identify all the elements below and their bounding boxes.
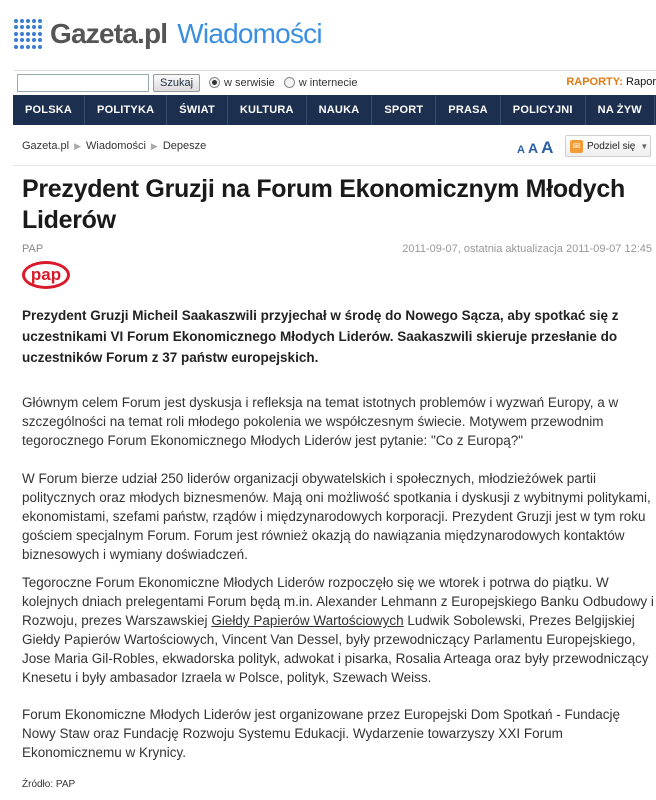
main-nav <box>13 95 656 125</box>
gpw-link[interactable]: Giełdy Papierów Wartościowych <box>211 613 404 628</box>
font-size-medium-button[interactable]: A <box>527 140 539 156</box>
font-size-large-button[interactable]: A <box>541 138 554 157</box>
share-label: Podziel się <box>587 140 636 152</box>
breadcrumb-separator-icon: ▶ <box>74 140 82 151</box>
breadcrumb-separator-icon: ▶ <box>150 140 158 151</box>
search-input[interactable] <box>17 74 149 92</box>
breadcrumb-wiadomosci[interactable]: Wiadomości <box>86 140 146 152</box>
article-source: PAP <box>22 243 44 255</box>
reports-label: RAPORTY: <box>566 76 623 88</box>
nav-item-polityka[interactable]: POLITYKA <box>85 95 167 125</box>
paragraph-3-text-b: Ludwik Sobolewski, Prezes Belgijskiej Giełdy Papierów Wartościowych, Vincent Van Dessel, były przewodniczący Parlamentu Europejskiego, Jose Maria Gil-Robles, ekwadorska polityk, adwokat i pisarka, Rosalia Arteaga oraz były przewodniczący Knesetu i były ambasador Izraela w Polsce, polityk, Szewach Weiss. <box>22 613 649 685</box>
font-size-controls <box>517 138 553 158</box>
section-name[interactable]: Wiadomości <box>177 18 322 49</box>
nav-item-policyjni[interactable]: POLICYJNI <box>501 95 586 125</box>
article-paragraph-4: Forum Ekonomiczne Młodych Liderów jest organizowane przez Europejski Dom Spotkań - Fundację Nowy Staw oraz Fundację Rozwoju Systemu Edukacji. Wydarzenie towarzyszy XXI Forum Ekonomicznemu w Krynicy. <box>22 707 621 760</box>
share-button[interactable] <box>565 135 651 157</box>
font-size-small-button[interactable]: A <box>517 144 525 156</box>
breadcrumb <box>22 140 206 152</box>
site-name[interactable]: Gazeta.pl <box>50 18 168 49</box>
nav-item-polska[interactable]: POLSKA <box>13 95 85 125</box>
radio-web-label: w internecie <box>298 76 358 89</box>
radio-web[interactable] <box>284 77 295 88</box>
article-title: Prezydent Gruzji na Forum Ekonomicznym Młodych Liderów <box>22 175 625 234</box>
breadcrumb-depesze[interactable]: Depesze <box>162 140 207 152</box>
chevron-down-icon: ▼ <box>640 141 649 151</box>
search-bar <box>14 70 656 94</box>
article-paragraph-3 <box>22 573 654 687</box>
nav-item-prasa[interactable]: PRASA <box>436 95 501 125</box>
article-paragraph-1: Głównym celem Forum jest dyskusja i refleksja na temat istotnych problemów i wyzwań Europy, a w szczególności na temat roli młodego pokolenia we współczesnym świecie. Motywem przewodnim tegorocznego Forum Ekonomicznego Młodych Liderów jest pytanie: "Co z Europą?" <box>22 395 619 448</box>
share-icon: ✉ <box>570 140 583 153</box>
divider <box>13 165 656 166</box>
nav-item-sport[interactable]: SPORT <box>372 95 436 125</box>
reports-link[interactable]: Rapor <box>626 76 656 88</box>
breadcrumb-gazeta[interactable]: Gazeta.pl <box>22 140 70 152</box>
nav-item-nauka[interactable]: NAUKA <box>307 95 373 125</box>
article-paragraph-2: W Forum bierze udział 250 liderów organizacji obywatelskich i społecznych, młodzieżówek partii politycznych oraz młodych biznesmenów. Mają oni możliwość spotkania i dyskusji z wybitnymi politykami, ekonomistami, szefami państw, rządów i międzynarodowych korporacji. Prezydent Gruzji jest w tym roku gościem specjalnym Forum. Forum jest również okazją do nawiązania międzynarodowych kontaktów biznesowych i wymiany doświadczeń. <box>22 471 651 562</box>
site-logo[interactable] <box>14 14 322 54</box>
article-lead: Prezydent Gruzji Micheil Saakaszwili przyjechał w środę do Nowego Sącza, aby spotkać się z uczestnikami VI Forum Ekonomicznego Młodych Liderów. Saakaszwili skieruje przesłanie do uczestników Forum z 37 państw europejskich. <box>22 308 619 365</box>
pap-logo: pap <box>22 261 70 289</box>
nav-item-kultura[interactable]: KULTURA <box>228 95 307 125</box>
radio-site-label: w serwisie <box>224 76 275 89</box>
article-footer-source: Źródło: PAP <box>22 779 76 790</box>
search-button[interactable]: Szukaj <box>153 74 200 92</box>
logo-dots-icon <box>14 19 44 49</box>
nav-item-na-zywo[interactable]: NA ŻYW <box>586 95 655 125</box>
reports-ticker <box>566 76 656 88</box>
nav-item-swiat[interactable]: ŚWIAT <box>167 95 228 125</box>
radio-site[interactable] <box>209 77 220 88</box>
paragraph-3-text-a: Tegoroczne Forum Ekonomiczne Młodych Liderów rozpoczęło się we wtorek i potrwa do piątku. W kolejnych dniach prelegentami Forum będą m.in. Alexander Lehmann z Europejskiego Banku Odbudowy i Rozwoju, prezes Warszawskiej <box>22 575 654 628</box>
article-date: 2011-09-07, ostatnia aktualizacja 2011-09-07 12:45 <box>402 243 652 255</box>
